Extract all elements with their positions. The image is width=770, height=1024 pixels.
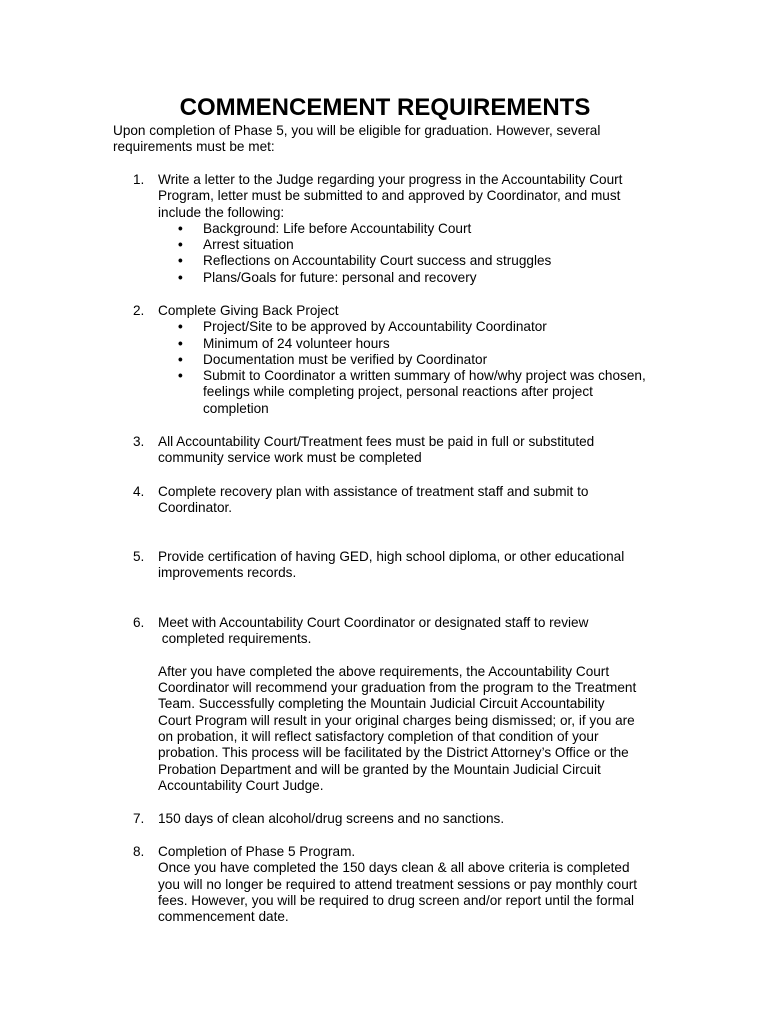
requirement-item-8: [113, 844, 673, 925]
item-line: fees. However, you will be required to drug screen and/or report until the formal: [158, 892, 635, 908]
list-item-continuation: [158, 401, 668, 417]
paragraph-line: Coordinator will recommend your graduation from the program to the Treatment: [158, 680, 637, 696]
list-item-continuation: [158, 384, 668, 400]
bullet-text: Submit to Coordinator a written summary of how/why project was chosen,: [203, 368, 646, 384]
paragraph-line: Accountability Court Judge.: [158, 777, 324, 793]
item-number: 2.: [133, 303, 145, 318]
item-line: Program, letter must be submitted to and approved by Coordinator, and must: [158, 188, 621, 204]
paragraph-line: probation. This process will be facilitated by the District Attorney’s Office or the: [158, 745, 629, 761]
item-line: Complete Giving Back Project: [158, 303, 339, 318]
item-body: [158, 172, 668, 286]
bullet-text: Arrest situation: [203, 237, 294, 253]
paragraph-line: Probation Department and will be granted by the Mountain Judicial Circuit: [158, 761, 601, 777]
bullet-text: Background: Life before Accountability Court: [203, 220, 472, 236]
item-body: [158, 844, 668, 925]
bullet-icon: •: [178, 351, 183, 367]
paragraph-line: Team. Successfully completing the Mountain Judicial Circuit Accountability: [158, 696, 605, 712]
requirement-item-1: [113, 172, 673, 286]
item-line: Write a letter to the Judge regarding your progress in the Accountability Court: [158, 172, 623, 187]
graduation-paragraph: [158, 664, 668, 794]
bullet-text: Minimum of 24 volunteer hours: [203, 335, 390, 351]
bullet-list: [158, 221, 668, 286]
list-item: [158, 253, 668, 269]
item-body: [158, 303, 668, 417]
item-number: 8.: [133, 844, 145, 859]
item-number: 6.: [133, 615, 145, 630]
list-item: [158, 336, 668, 352]
item-body: [158, 615, 668, 794]
item-line: improvements records.: [158, 565, 297, 581]
item-number: 1.: [133, 172, 145, 187]
item-line: Provide certification of having GED, high school diploma, or other educational: [158, 549, 625, 564]
list-item: [158, 368, 668, 384]
paragraph-line: Court Program will result in your original charges being dismissed; or, if you are: [158, 712, 635, 728]
bullet-icon: •: [178, 319, 183, 335]
requirement-item-7: [113, 811, 673, 827]
bullet-text: Plans/Goals for future: personal and recovery: [203, 269, 477, 285]
item-line: Complete recovery plan with assistance of treatment staff and submit to: [158, 484, 589, 499]
item-line: you will no longer be required to attend treatment sessions or pay monthly court: [158, 876, 638, 892]
requirement-item-6: [113, 615, 673, 794]
item-body: [158, 549, 668, 582]
item-number: 4.: [133, 484, 145, 499]
paragraph-line: After you have completed the above requirements, the Accountability Court: [158, 663, 610, 679]
item-line: commencement date.: [158, 909, 289, 925]
item-line: completed requirements.: [158, 631, 312, 647]
item-number: 7.: [133, 811, 145, 826]
item-line: 150 days of clean alcohol/drug screens and no sanctions.: [158, 811, 505, 826]
list-item: [158, 270, 668, 286]
item-line: Coordinator.: [158, 500, 233, 516]
requirement-item-3: [113, 434, 673, 467]
item-number: 5.: [133, 549, 145, 564]
requirement-item-5: [113, 549, 673, 582]
bullet-text: Project/Site to be approved by Accountability Coordinator: [203, 319, 547, 335]
item-line: Completion of Phase 5 Program.: [158, 844, 356, 859]
item-body: [158, 811, 668, 827]
bullet-icon: •: [178, 220, 183, 236]
bullet-text: completion: [203, 400, 269, 416]
bullet-text: feelings while completing project, personal reactions after project: [203, 384, 593, 400]
item-line: Meet with Accountability Court Coordinator or designated staff to review: [158, 615, 589, 630]
list-item: [158, 221, 668, 237]
item-body: [158, 434, 668, 467]
item-line: include the following:: [158, 204, 285, 220]
bullet-text: Reflections on Accountability Court success and struggles: [203, 253, 552, 269]
intro-paragraph: [113, 123, 673, 156]
item-body: [158, 484, 668, 517]
item-line: community service work must be completed: [158, 450, 422, 466]
bullet-list: [158, 319, 668, 417]
list-item: [158, 319, 668, 335]
list-item: [158, 237, 668, 253]
requirement-item-4: [113, 484, 673, 517]
bullet-text: Documentation must be verified by Coordinator: [203, 351, 488, 367]
paragraph-line: on probation, it will reflect satisfactory completion of that condition of your: [158, 729, 599, 745]
bullet-icon: •: [178, 253, 183, 269]
bullet-icon: •: [178, 335, 183, 351]
bullet-icon: •: [178, 237, 183, 253]
page-title: COMMENCEMENT REQUIREMENTS: [179, 94, 591, 121]
requirement-item-2: [113, 303, 673, 417]
item-line: Once you have completed the 150 days clean & all above criteria is completed: [158, 860, 630, 876]
paragraph-gap: [158, 648, 668, 664]
item-number: 3.: [133, 434, 145, 449]
bullet-icon: •: [178, 368, 183, 384]
intro-text: Upon completion of Phase 5, you will be eligible for graduation. However, several requirements must be met:: [113, 123, 601, 155]
list-item: [158, 352, 668, 368]
bullet-icon: •: [178, 269, 183, 285]
item-line: All Accountability Court/Treatment fees must be paid in full or substituted: [158, 434, 595, 449]
